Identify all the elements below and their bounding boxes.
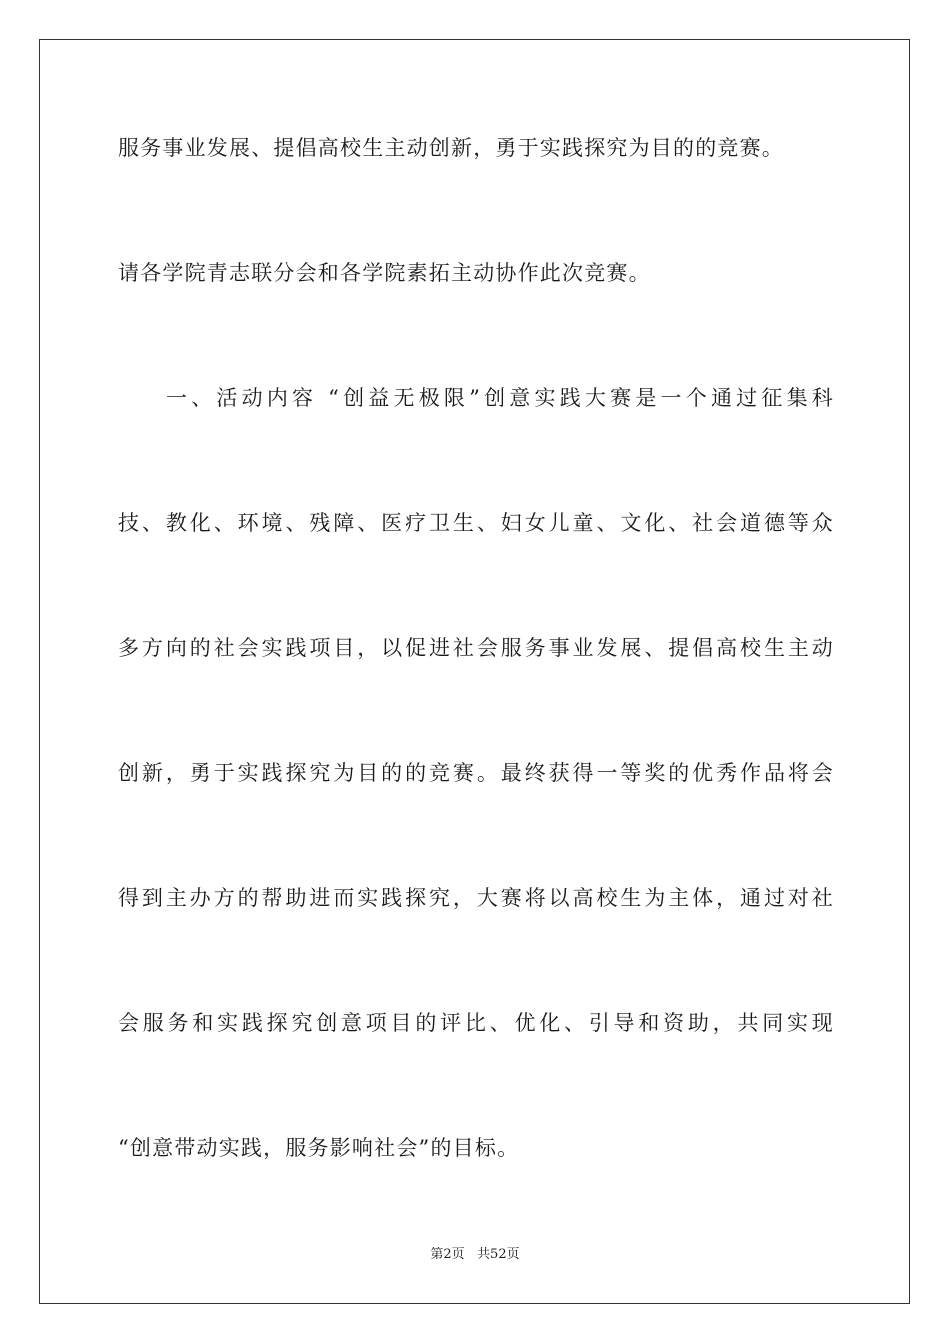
paragraph-3-line-5: 得到主办方的帮助进而实践探究，大赛将以高校生为主体，通过对社	[118, 886, 834, 910]
paragraph-3-line-3: 多方向的社会实践项目，以促进社会服务事业发展、提倡高校生主动	[118, 636, 834, 660]
page-frame	[39, 39, 910, 1304]
page-number-footer: 第2页 共52页	[430, 1247, 520, 1262]
paragraph-1-line-1: 服务事业发展、提倡高校生主动创新，勇于实践探究为目的的竞赛。	[118, 136, 784, 160]
paragraph-3-line-6: 会服务和实践探究创意项目的评比、优化、引导和资助，共同实现	[118, 1011, 834, 1035]
paragraph-3-line-4: 创新，勇于实践探究为目的的竞赛。最终获得一等奖的优秀作品将会	[118, 761, 834, 785]
paragraph-3-line-2: 技、教化、环境、残障、医疗卫生、妇女儿童、文化、社会道德等众	[118, 511, 834, 535]
paragraph-2-line-1: 请各学院青志联分会和各学院素拓主动协作此次竞赛。	[118, 261, 651, 285]
paragraph-3-line-7: “创意带动实践，服务影响社会”的目标。	[118, 1136, 520, 1160]
paragraph-3-line-1: 一、活动内容 “创益无极限”创意实践大赛是一个通过征集科	[166, 386, 834, 410]
